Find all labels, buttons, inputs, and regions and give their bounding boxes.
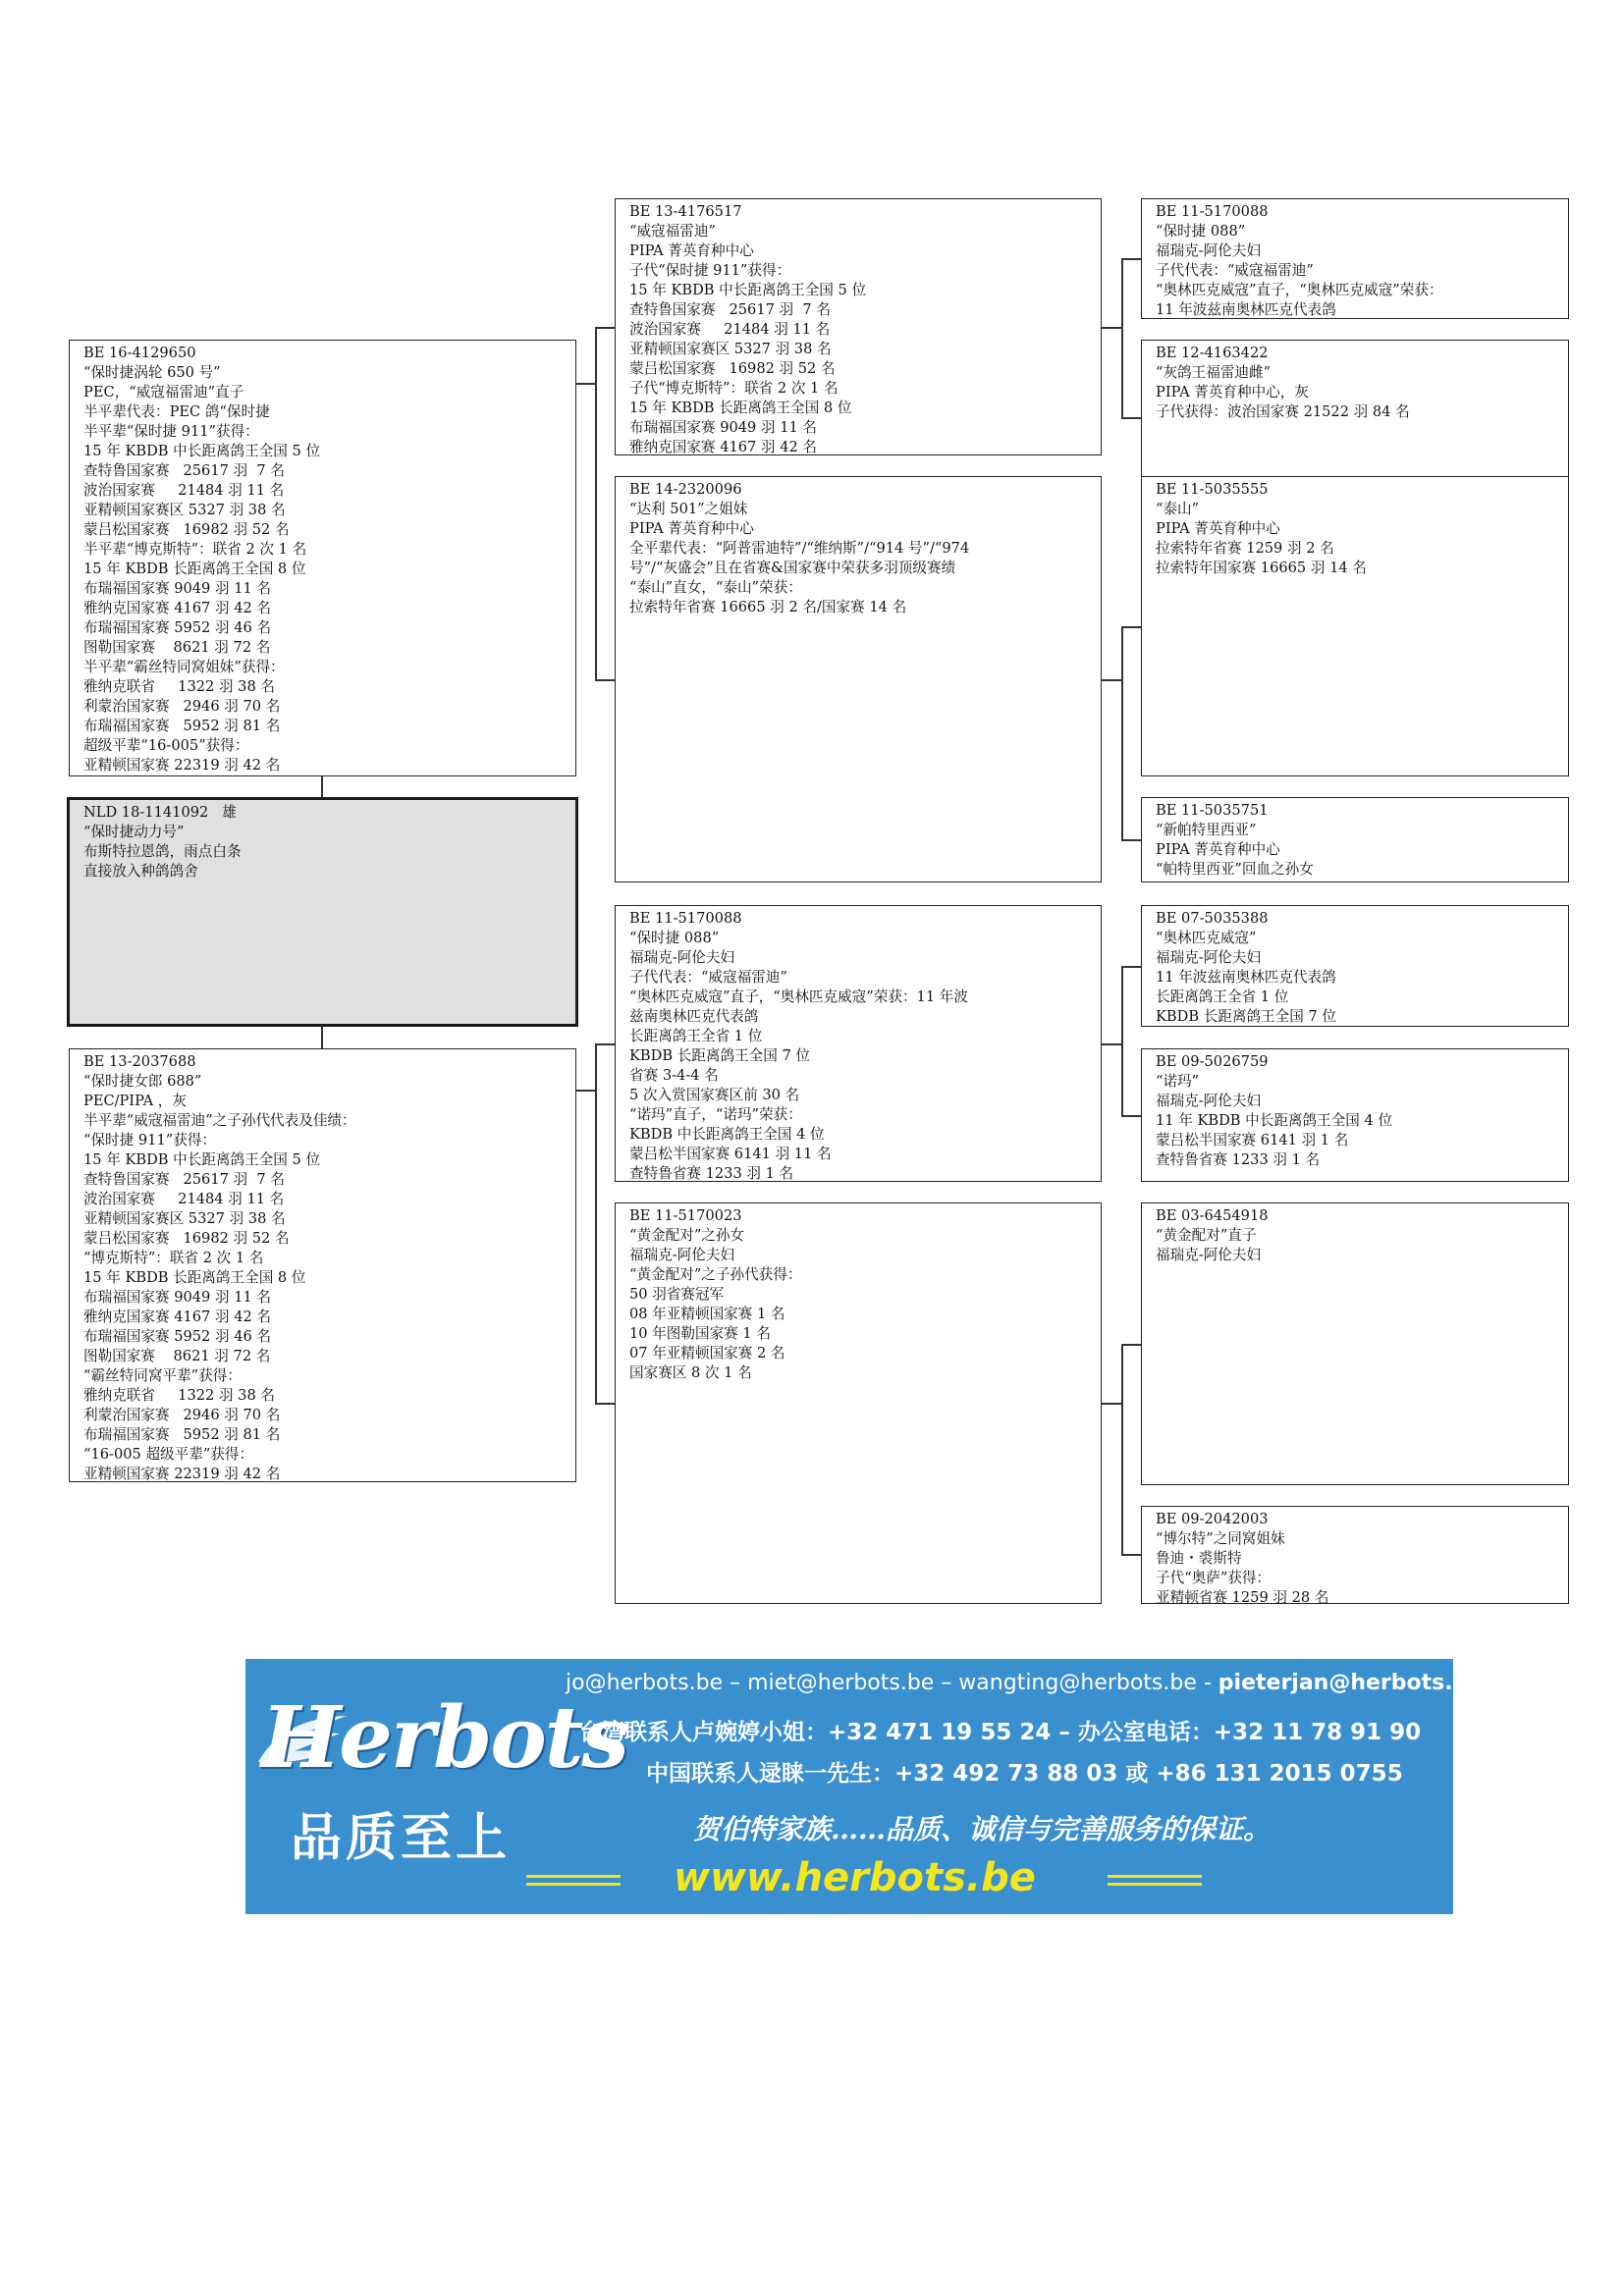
card-line: 兹南奥林匹克代表鸽 [629,1008,759,1025]
website-link[interactable]: www.herbots.be [674,1855,1036,1900]
card-line: “霸丝特同窝平辈”获得： [83,1367,242,1384]
card-line: 直接放入种鸽鸽舍 [83,863,198,880]
card-line: 福瑞克-阿伦夫妇 [1156,242,1262,259]
card-line: BE 11-5170088 [1156,203,1269,220]
connector-sire-grandparents [576,383,595,385]
card-line: PEC/PIPA ，灰 [83,1093,187,1109]
great-grandparent-dss-card [1141,905,1569,1027]
great-grandparent-ssd-card [1141,340,1569,496]
card-line: 雅纳克联省 1322 羽 38 名 [83,678,275,695]
card-line: 福瑞克-阿伦夫妇 [1156,1247,1262,1263]
subject-card [67,797,578,1027]
granddam-dam-side-card [615,1202,1102,1604]
great-grandparent-ddd-card [1141,1506,1569,1604]
card-line: NLD 18-1141092 雄 [83,804,237,821]
card-line: 布瑞福国家赛 9049 羽 11 名 [83,1289,272,1306]
card-line: 11 年波兹南奥林匹克代表鸽 [1156,969,1336,986]
tagline: 贺伯特家族……品质、诚信与完善服务的保证。 [693,1813,1272,1845]
card-line: 15 年 KBDB 中长距离鸽王全国 5 位 [83,1151,321,1168]
great-grandparent-sds-card [1141,476,1569,776]
card-line: 布瑞福国家赛 9049 羽 11 名 [83,580,272,597]
card-line: “保时捷女郎 688” [83,1073,202,1090]
card-line: 半平辈代表：PEC 鸽“保时捷 [83,403,270,420]
card-line: 亚精顿国家赛 22319 羽 42 名 [83,757,281,774]
connector-dam-grandparents [595,1043,597,1404]
card-line: PIPA 菁英育种中心，灰 [1156,384,1309,400]
decorative-bar-left [526,1883,621,1886]
card-line: 波治国家赛 21484 羽 11 名 [83,482,285,499]
card-line: “帕特里西亚”回血之孙女 [1156,861,1314,878]
connector-gen3-ds [1121,1115,1141,1117]
card-line: BE 11-5170023 [629,1207,742,1224]
card-line: “泰山”直女，“泰山”荣获： [629,579,802,596]
card-line: 长距离鸽王全省 1 位 [629,1028,763,1044]
card-line: 布斯特拉恩鸽，雨点白条 [83,843,242,860]
card-line: “黄金配对”之子孙代获得： [629,1266,802,1283]
connector-gen3-ss [1121,258,1141,260]
connector-gen3-ss [1121,258,1123,418]
herbots-logo: Herbots [261,1688,627,1788]
card-line: BE 13-4176517 [629,203,742,220]
card-line: 超级平辈“16-005”获得： [83,737,249,754]
china-contact: 中国联系人逯睐一先生：+32 492 73 88 03 或 +86 131 2015 0755 [646,1761,1403,1787]
connector-sire-grandparents [595,679,615,681]
card-line: 查特鲁省赛 1233 羽 1 名 [1156,1151,1321,1168]
card-line: 省赛 3-4-4 名 [629,1067,719,1084]
card-line: 长距离鸽王全省 1 位 [1156,988,1289,1005]
card-line: 福瑞克-阿伦夫妇 [1156,1093,1262,1109]
card-line: 蒙吕松半国家赛 6141 羽 11 名 [629,1146,832,1162]
grandsire-sire-side-card [615,198,1102,455]
card-line: 查特鲁国家赛 25617 羽 7 名 [83,1171,285,1188]
card-line: PIPA 菁英育种中心 [1156,841,1280,858]
card-line: 图勒国家赛 8621 羽 72 名 [83,1348,271,1364]
card-line: “保时捷动力号” [83,824,185,840]
connector-gen3-dd [1121,1344,1141,1346]
card-line: 福瑞克-阿伦夫妇 [629,949,735,966]
decorative-bar-right [1108,1875,1202,1878]
card-line: BE 12-4163422 [1156,345,1269,361]
card-line: 半平辈“威寇福雷迪”之子孙代代表及佳绩： [83,1112,356,1129]
card-line: BE 07-5035388 [1156,910,1269,927]
card-line: 查特鲁国家赛 25617 羽 7 名 [83,462,285,479]
card-line: 15 年 KBDB 长距离鸽王全国 8 位 [83,561,306,577]
connector-gen3-dd [1121,1344,1123,1555]
card-line: “保时捷 911”获得： [83,1132,216,1148]
card-line: BE 09-5026759 [1156,1053,1269,1070]
connector-gen3-dd [1121,1554,1141,1556]
card-line: “保时捷 088” [629,930,720,946]
card-line: 子代代表：“威寇福雷迪” [1156,262,1314,279]
card-line: KBDB 中长距离鸽王全国 4 位 [629,1126,825,1143]
card-line: “达利 501”之姐妹 [629,501,748,517]
card-line: 拉索特年国家赛 16665 羽 14 名 [1156,560,1367,576]
card-line: “威寇福雷迪” [629,223,716,240]
card-line: “新帕特里西亚” [1156,822,1257,838]
card-line: 亚精顿国家赛区 5327 羽 38 名 [83,1210,286,1227]
grandsire-dam-side-card [615,905,1102,1182]
connector-gen3-sd [1102,679,1121,681]
card-line: 半平辈“霸丝特同窝姐妹”获得： [83,659,285,675]
card-line: BE 13-2037688 [83,1053,196,1070]
card-line: 15 年 KBDB 中长距离鸽王全国 5 位 [83,443,321,459]
connector-dam-grandparents [576,1090,595,1092]
card-line: 福瑞克-阿伦夫妇 [629,1247,735,1263]
card-line: 蒙吕松国家赛 16982 羽 52 名 [629,360,836,377]
connector-sire-grandparents [595,327,597,680]
card-line: KBDB 长距离鸽王全国 7 位 [629,1047,811,1064]
card-line: PIPA 菁英育种中心 [1156,520,1280,537]
card-line: BE 03-6454918 [1156,1207,1269,1224]
card-line: 福瑞克-阿伦夫妇 [1156,949,1262,966]
connector-sire-grandparents [595,327,615,329]
connector-gen3-sd [1121,839,1141,841]
card-line: 11 年波兹南奥林匹克代表鸽 [1156,301,1336,318]
card-line: 50 羽省赛冠军 [629,1286,725,1303]
card-line: BE 11-5035555 [1156,481,1269,498]
card-line: 波治国家赛 21484 羽 11 名 [83,1191,285,1207]
card-line: 布瑞福国家赛 5952 羽 81 名 [83,1426,281,1443]
card-line: 查特鲁国家赛 25617 羽 7 名 [629,301,831,318]
connector-gen3-sd [1121,626,1123,840]
sire-card [69,340,576,776]
card-line: 查特鲁省赛 1233 羽 1 名 [629,1165,794,1182]
card-line: 雅纳克国家赛 4167 羽 42 名 [83,1308,272,1325]
card-line: “奥林匹克威寇”直子，“奥林匹克威寇”荣获：11 年波 [629,988,968,1005]
card-line: 11 年 KBDB 中长距离鸽王全国 4 位 [1156,1112,1393,1129]
card-line: 布瑞福国家赛 5952 羽 81 名 [83,718,281,734]
card-line: 全平辈代表：“阿普雷迪特”/“维纳斯”/“914 号”/“974 [629,540,970,557]
card-line: 子代获得：波治国家赛 21522 羽 84 名 [1156,403,1410,420]
card-line: 15 年 KBDB 中长距离鸽王全国 5 位 [629,282,867,298]
connector-gen3-dd [1102,1403,1121,1405]
card-line: 图勒国家赛 8621 羽 72 名 [83,639,271,656]
card-line: “诺玛”直子，“诺玛”荣获： [629,1106,802,1123]
card-line: “博尔特”之同窝姐妹 [1156,1530,1285,1547]
connector-subject-parents [321,1027,323,1048]
card-line: BE 11-5170088 [629,910,742,927]
card-line: 亚精顿省赛 1259 羽 28 名 [1156,1589,1329,1606]
card-line: 蒙吕松国家赛 16982 羽 52 名 [83,1230,290,1247]
card-line: “黄金配对”之孙女 [629,1227,745,1244]
great-grandparent-dds-card [1141,1202,1569,1485]
card-line: 号”/“灰盛会”且在省赛&国家赛中荣获多羽顶级赛绩 [629,560,956,576]
card-line: 布瑞福国家赛 5952 羽 46 名 [83,1328,272,1345]
card-line: PIPA 菁英育种中心 [629,242,754,259]
card-line: “奥林匹克威寇”直子，“奥林匹克威寇”荣获： [1156,282,1443,298]
great-grandparent-sss-card [1141,198,1569,319]
card-line: BE 11-5035751 [1156,802,1269,819]
connector-dam-grandparents [595,1043,615,1045]
card-line: “泰山” [1156,501,1200,517]
card-line: KBDB 长距离鸽王全国 7 位 [1156,1008,1337,1025]
granddam-sire-side-card [615,476,1102,882]
card-line: “16-005 超级平辈”获得： [83,1446,254,1463]
card-line: 亚精顿国家赛 22319 羽 42 名 [83,1466,281,1482]
email-addresses [566,1671,1483,1695]
connector-gen3-ds [1121,966,1141,968]
card-line: 子代“保时捷 911”获得： [629,262,791,279]
decorative-bar-left [526,1875,621,1878]
card-line: “保时捷涡轮 650 号” [83,364,221,381]
great-grandparent-dsd-card [1141,1048,1569,1182]
card-line: 布瑞福国家赛 5952 羽 46 名 [83,619,272,636]
card-line: 拉索特年省赛 1259 羽 2 名 [1156,540,1334,557]
connector-gen3-ss [1102,327,1121,329]
connector-gen3-ss [1121,417,1141,419]
decorative-bar-right [1108,1883,1202,1886]
card-line: 利蒙治国家赛 2946 羽 70 名 [83,698,281,715]
card-line: 子代“博克斯特”：联省 2 次 1 名 [629,380,839,397]
card-line: 蒙吕松国家赛 16982 羽 52 名 [83,521,290,538]
card-line: 半平辈“保时捷 911”获得： [83,423,259,440]
card-line: “博克斯特”：联省 2 次 1 名 [83,1250,264,1266]
card-line: 利蒙治国家赛 2946 羽 70 名 [83,1407,281,1423]
card-line: 子代“奥萨”获得： [1156,1570,1272,1586]
card-line: 15 年 KBDB 长距离鸽王全国 8 位 [629,400,852,416]
card-line: “保时捷 088” [1156,223,1246,240]
card-line: PIPA 菁英育种中心 [629,520,754,537]
card-line: 08 年亚精顿国家赛 1 名 [629,1306,785,1322]
card-line: 雅纳克联省 1322 羽 38 名 [83,1387,275,1404]
connector-gen3-ds [1102,1043,1121,1045]
connector-subject-parents [321,776,323,797]
card-line: 雅纳克国家赛 4167 羽 42 名 [83,600,272,616]
card-line: BE 14-2320096 [629,481,742,498]
card-line: 15 年 KBDB 长距离鸽王全国 8 位 [83,1269,306,1286]
card-line: “诺玛” [1156,1073,1200,1090]
taiwan-contact: 台湾联系人卢婉婷小姐：+32 471 19 55 24 – 办公室电话：+32 11 78 91 90 [579,1720,1422,1745]
card-line: “灰鸽王福雷迪雌” [1156,364,1272,381]
card-line: 07 年亚精顿国家赛 2 名 [629,1345,785,1362]
card-line: 波治国家赛 21484 羽 11 名 [629,321,831,338]
card-line: 鲁迪・裘斯特 [1156,1550,1242,1567]
card-line: 子代代表：“威寇福雷迪” [629,969,787,986]
card-line: 亚精顿国家赛区 5327 羽 38 名 [629,341,832,357]
card-line: BE 09-2042003 [1156,1511,1269,1527]
herbots-banner [245,1659,1484,1914]
card-line: 拉索特年省赛 16665 羽 2 名/国家赛 14 名 [629,599,907,615]
card-line: 蒙吕松半国家赛 6141 羽 1 名 [1156,1132,1349,1148]
card-line: 10 年图勒国家赛 1 名 [629,1325,771,1342]
card-line: 亚精顿国家赛区 5327 羽 38 名 [83,502,286,518]
connector-gen3-sd [1121,626,1141,628]
card-line: 5 次入赏国家赛区前 30 名 [629,1087,800,1103]
card-line: BE 16-4129650 [83,345,196,361]
connector-gen3-ds [1121,966,1123,1116]
email-list: jo@herbots.be – miet@herbots.be – wangting@herbots.be - [566,1671,1218,1695]
card-line: 半平辈“博克斯特”：联省 2 次 1 名 [83,541,307,558]
connector-dam-grandparents [595,1403,615,1405]
slogan: 品质至上 [291,1808,512,1868]
dam-card [69,1048,576,1482]
card-line: “黄金配对”直子 [1156,1227,1257,1244]
great-grandparent-sdd-card [1141,797,1569,882]
card-line: PEC，“威寇福雷迪”直子 [83,384,244,400]
card-line: 布瑞福国家赛 9049 羽 11 名 [629,419,818,436]
card-line: 雅纳克国家赛 4167 羽 42 名 [629,439,818,455]
email-pieterjan: pieterjan@herbots.be [1218,1671,1484,1695]
card-line: “奥林匹克威寇” [1156,930,1257,946]
card-line: 国家赛区 8 次 1 名 [629,1364,752,1381]
